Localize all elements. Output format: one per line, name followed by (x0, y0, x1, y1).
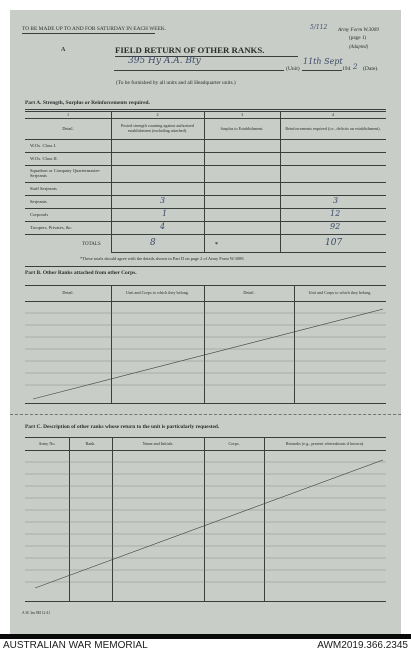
top-note-underline (22, 33, 155, 34)
row-detail-cqms-text: Squadron or Company Quartermaster-Serjeants (30, 168, 101, 179)
row-detail-wo1: W.Os. Class I. (30, 143, 57, 148)
part-a-colnum-4: 4 (331, 111, 335, 117)
marker-label: A (61, 47, 66, 53)
adapted-note: (Adapted) (349, 45, 369, 50)
part-b-header-detail-2: Detail. (243, 290, 255, 296)
part-a-footnote: *These totals should agree with the details shown in Part D on page 2 of Army Form W.3009. (80, 256, 245, 261)
part-c-header-rank: Rank. (85, 440, 96, 446)
part-b-bottom-rule (25, 403, 386, 404)
part-a-bottom-rule (25, 266, 386, 267)
troopers-posted: 4 (160, 222, 166, 231)
part-b-row-lines (25, 313, 386, 385)
part-c-header-corps: Corps. (228, 440, 240, 446)
part-b-heading: Part B. Other Ranks attached from other Corps. (25, 270, 137, 276)
serjeants-reinforcements: 3 (333, 196, 339, 205)
part-b-ruled-area (25, 301, 386, 403)
footer-print-code: A.W. 2m 8M 12-41 (22, 611, 51, 615)
totals-surplus-marker: * (215, 242, 218, 248)
totals-top-rule (25, 234, 386, 235)
part-c-heading: Part C. Description of other ranks whose return to the unit is particularly requested. (25, 424, 220, 430)
part-b-cancel-diagonal (33, 309, 383, 399)
part-a-heading: Part A. Strength, Surplus or Reinforcements required. (25, 100, 150, 106)
part-a-colnum-3: 3 (240, 111, 244, 117)
part-a-header-detail: Detail. (62, 125, 74, 131)
top-note: TO BE MADE UP TO AND FOR SATURDAY IN EACH WEEK. (22, 26, 167, 32)
part-a-col-divider-3 (280, 111, 281, 252)
totals-posted: 8 (150, 238, 156, 248)
part-c-cancel-diagonal (35, 460, 383, 588)
date-label: (Date). (363, 66, 379, 72)
perforation-line (10, 414, 401, 415)
army-form-number: Army Form W.3009 (338, 27, 379, 33)
row-detail-troopers: Troopers, Privates, &c. (30, 225, 73, 230)
part-b-header-detail-1: Detail. (62, 290, 74, 296)
form-subtitle: (To be furnished by all units and all Headquarter units.) (116, 80, 236, 86)
corporals-reinforcements: 12 (330, 209, 341, 218)
part-a-col-divider-1 (111, 111, 112, 252)
part-a-header-rule (25, 139, 386, 140)
row-detail-serjeants: Serjeants (30, 199, 47, 204)
part-a-colnum-2: 2 (156, 111, 159, 117)
part-c-header-remarks: Remarks (e.g., present whereabouts if known). (285, 440, 365, 446)
unit-label: (Unit) (286, 66, 300, 72)
caption-institution: AUSTRALIAN WAR MEMORIAL (3, 640, 148, 651)
corporals-posted: 1 (162, 209, 168, 218)
troopers-reinforcements: 92 (330, 222, 341, 231)
totals-bottom-rule (111, 252, 386, 253)
part-a-header-surplus: Surplus to Establishment. (220, 125, 264, 131)
caption-accession-number: AWM2019.366.2345 (317, 640, 408, 651)
part-c-ruled-area (25, 450, 386, 601)
unit-value: 395 Hy A.A. Bty (128, 56, 201, 66)
totals-label: TOTALS (82, 242, 101, 247)
form-title: FIELD RETURN OF OTHER RANKS. (115, 45, 265, 55)
form-sheet (10, 10, 401, 634)
part-b-header-unit-1: Unit and Corps to which they belong. (126, 290, 189, 296)
date-value: 11th Sept (303, 57, 343, 66)
part-b-header-unit-2: Unit and Corps to which they belong. (308, 290, 372, 296)
serjeants-posted: 3 (160, 196, 166, 205)
row-detail-corporals: Corporals (30, 212, 49, 217)
handwritten-ref: 5/112 (310, 24, 328, 31)
row-detail-staff-serjeants: Staff Serjeants (30, 186, 57, 191)
page-number: (page 1) (349, 35, 367, 41)
scan-edge (0, 634, 411, 639)
part-c-row-lines (25, 462, 386, 582)
row-detail-wo2: W.Os. Class II. (30, 156, 58, 161)
part-a-header-posted: Posted strength counting against authorized establishment (excluding attached). (120, 123, 195, 133)
date-line (302, 70, 342, 71)
row-detail-cqms (30, 168, 110, 179)
totals-reinforcements: 107 (325, 238, 343, 248)
part-c-header-army-no: Army No. (38, 440, 56, 446)
part-a-header-reinforcements: Reinforcements required (i.e., deficits on establishment). (285, 125, 381, 131)
part-c-header-name: Name and Initials. (142, 440, 174, 446)
year-suffix: 2 (353, 63, 358, 71)
part-a-col-divider-2 (204, 111, 205, 252)
part-c-bottom-rule (25, 601, 386, 602)
part-a-top-rule (25, 109, 386, 110)
part-a-colnum-1: 1 (66, 111, 70, 117)
year-prefix: 194 (342, 66, 351, 72)
unit-line (114, 70, 284, 71)
